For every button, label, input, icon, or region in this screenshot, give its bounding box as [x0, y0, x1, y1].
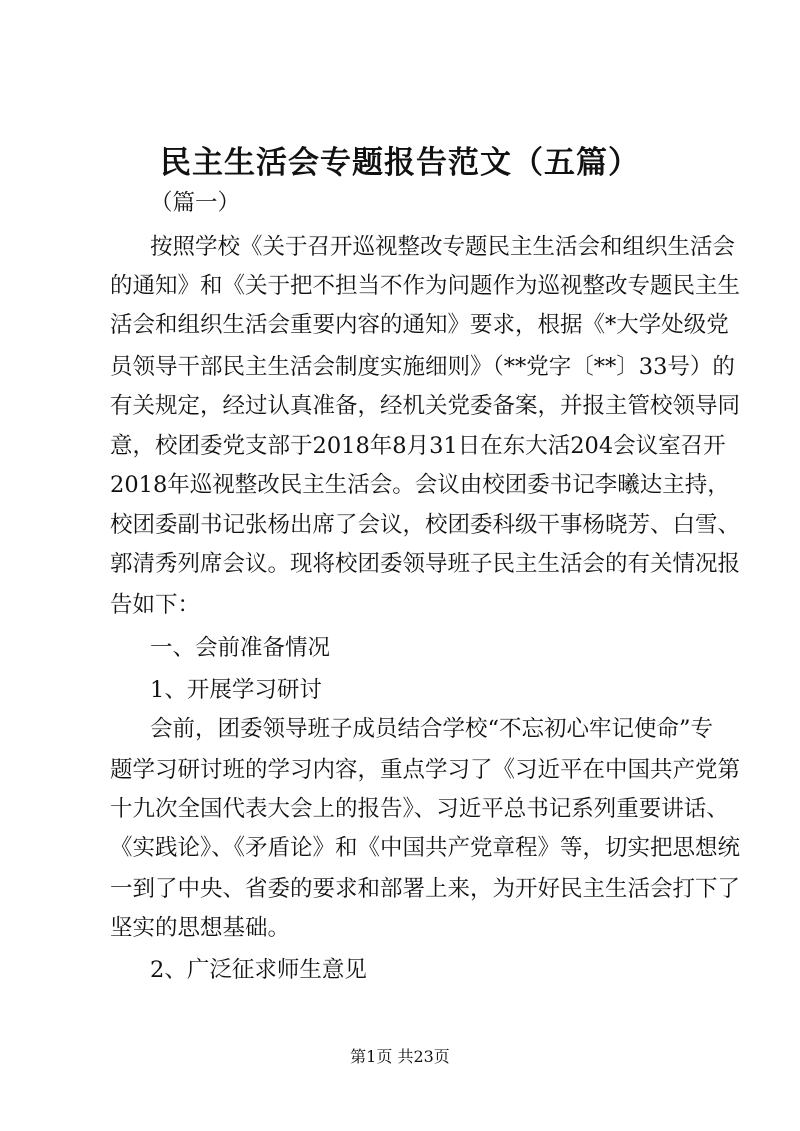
paragraph-line: 校团委副书记张杨出席了会议，校团委科级干事杨晓芳、白雪、 [110, 512, 741, 538]
paragraph-line: 题学习研讨班的学习内容，重点学习了《习近平在中国共产党第 [110, 757, 741, 783]
subsection-heading: 1、开展学习研讨 [150, 677, 322, 703]
paragraph-line: 十九次全国代表大会上的报告》、习近平总书记系列重要讲话、 [110, 796, 729, 822]
paragraph-line: 坚实的思想基础。 [110, 915, 291, 941]
paragraph-line: 《实践论》、《矛盾论》和《中国共产党章程》等，切实把思想统 [110, 835, 741, 861]
section-heading: （篇一） [150, 190, 241, 216]
document-title: 民主生活会专题报告范文（五篇） [160, 145, 640, 181]
paragraph-line: 员领导干部民主生活会制度实施细则》（**党字〔**〕33号）的 [110, 354, 735, 380]
paragraph-line: 意，校团委党支部于2018年8月31日在东大活204会议室召开 [110, 433, 726, 459]
paragraph-line: 活会和组织生活会重要内容的通知》要求，根据《*大学处级党 [110, 312, 729, 338]
paragraph-line: 一到了中央、省委的要求和部署上来，为开好民主生活会打下了 [110, 876, 741, 902]
section-heading: 一、会前准备情况 [150, 635, 331, 661]
page-number-footer: 第1页 共23页 [350, 1047, 450, 1066]
paragraph-line: 2018年巡视整改民主生活会。会议由校团委书记李曦达主持， [110, 472, 730, 498]
paragraph-line: 郭清秀列席会议。现将校团委领导班子民主生活会的有关情况报 [110, 551, 741, 577]
paragraph-line: 按照学校《关于召开巡视整改专题民主生活会和组织生活会 [150, 234, 736, 260]
paragraph-line: 会前，团委领导班子成员结合学校“不忘初心牢记使命”专 [150, 716, 714, 742]
paragraph-line: 告如下： [110, 592, 201, 618]
paragraph-line: 有关规定，经过认真准备，经机关党委备案，并报主管校领导同 [110, 393, 741, 419]
paragraph-line: 的通知》和《关于把不担当不作为问题作为巡视整改专题民主生 [110, 273, 741, 299]
subsection-heading: 2、广泛征求师生意见 [150, 957, 367, 983]
